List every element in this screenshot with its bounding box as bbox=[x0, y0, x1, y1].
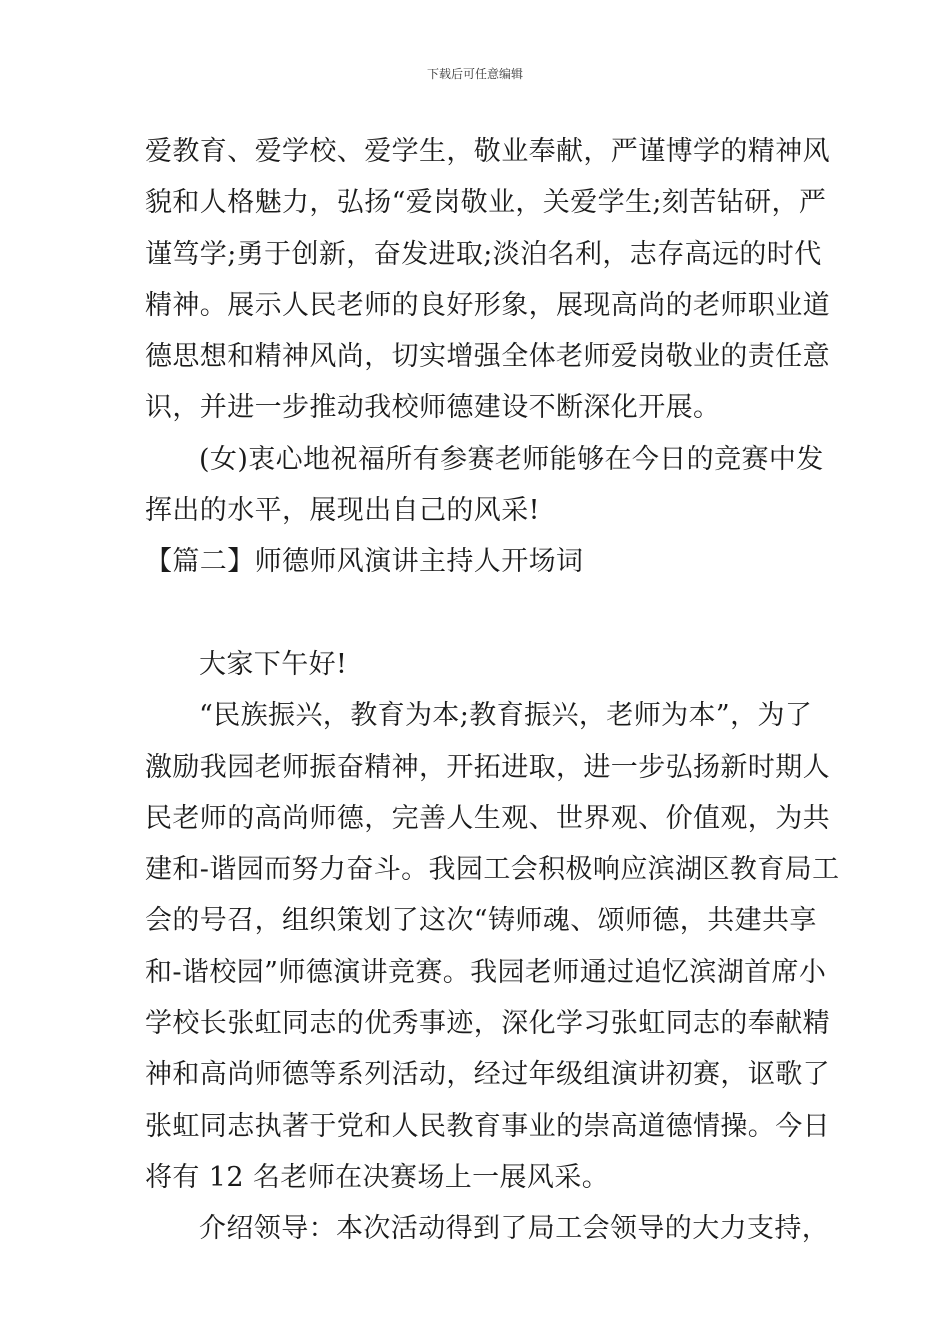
text-line: (女)衷心地祝福所有参赛老师能够在今日的竞赛中发 bbox=[199, 443, 824, 475]
blank-line bbox=[145, 588, 810, 639]
text-line: 貌和人格魅力，弘扬“爱岗敬业，关爱学生;刻苦钻研，严 bbox=[145, 187, 827, 219]
text-line: 会的号召，组织策划了这次“铸师魂、颂师德，共建共享 bbox=[145, 905, 817, 937]
page-header-note: 下载后可任意编辑 bbox=[426, 67, 523, 81]
text-line: 和-谐校园”师德演讲竞赛。我园老师通过追忆滨湖首席小 bbox=[145, 956, 827, 988]
text-line: 张虹同志执著于党和人民教育事业的崇高道德情操。今日 bbox=[145, 1110, 830, 1142]
text-line: 介绍领导：本次活动得到了局工会领导的大力支持， bbox=[199, 1213, 830, 1245]
greeting-line: 大家下午好! bbox=[199, 648, 348, 680]
text-line: 精神。展示人民老师的良好形象，展现高尚的老师职业道 bbox=[145, 289, 830, 321]
text-line: 谨笃学;勇于创新，奋发进取;淡泊名利，志存高远的时代 bbox=[145, 238, 822, 270]
text-line: 德思想和精神风尚，切实增强全体老师爱岗敬业的责任意 bbox=[145, 341, 830, 373]
text-line: “民族振兴，教育为本;教育振兴，老师为本”，为了 bbox=[199, 700, 813, 732]
document-body bbox=[145, 126, 840, 1255]
text-line: 建和-谐园而努力奋斗。我园工会积极响应滨湖区教育局工 bbox=[145, 854, 840, 886]
text-line: 将有 12 名老师在决赛场上一展风采。 bbox=[145, 1161, 610, 1193]
text-line: 激励我园老师振奋精神，开拓进取，进一步弘扬新时期人 bbox=[145, 751, 830, 783]
text-line: 挥出的水平，展现出自己的风采! bbox=[145, 495, 540, 527]
text-line: 识，并进一步推动我校师德建设不断深化开展。 bbox=[145, 392, 721, 424]
text-line: 爱教育、爱学校、爱学生，敬业奉献，严谨博学的精神风 bbox=[145, 136, 830, 167]
text-line: 民老师的高尚师德，完善人生观、世界观、价值观，为共 bbox=[145, 802, 830, 834]
section-heading: 【篇二】师德师风演讲主持人开场词 bbox=[145, 546, 584, 578]
text-line: 学校长张虹同志的优秀事迹，深化学习张虹同志的奉献精 bbox=[145, 1008, 830, 1040]
text-line: 神和高尚师德等系列活动，经过年级组演讲初赛，讴歌了 bbox=[145, 1059, 830, 1091]
